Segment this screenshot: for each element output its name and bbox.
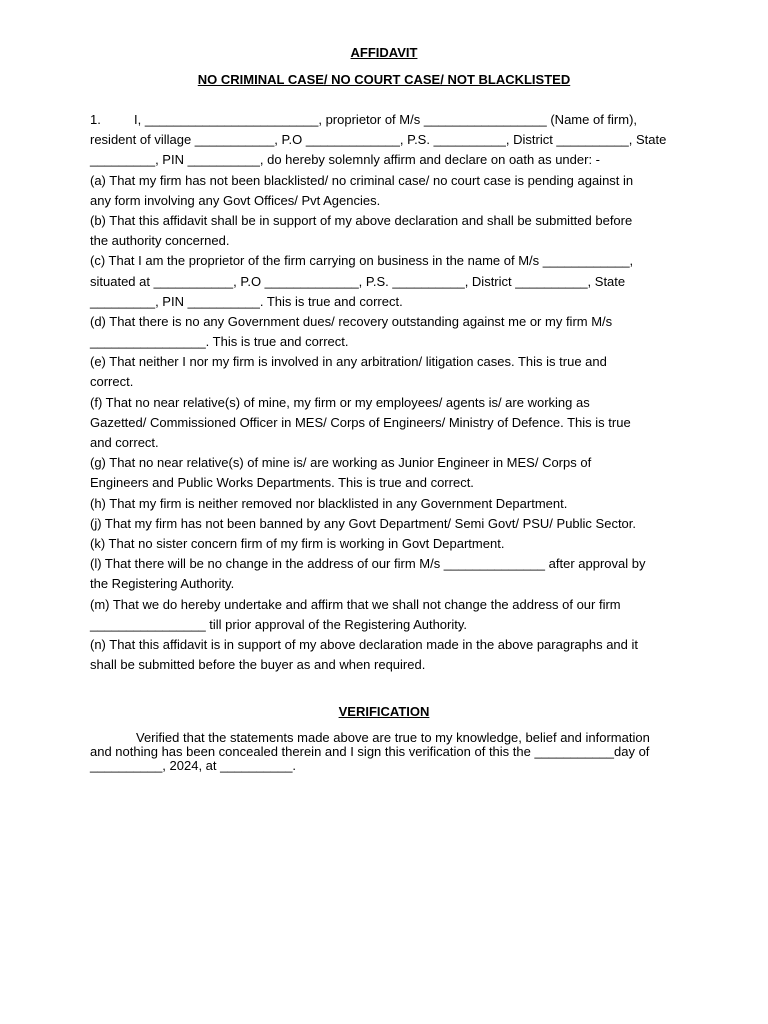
body-line: (b) That this affidavit shall be in support of my above declaration and shall be submitted before bbox=[90, 212, 633, 228]
body-line: (h) That my firm is neither removed nor blacklisted in any Government Department. bbox=[90, 495, 568, 511]
body-line: (k) That no sister concern firm of my firm is working in Govt Department. bbox=[90, 535, 505, 551]
body-line: (g) That no near relative(s) of mine is/ are working as Junior Engineer in MES/ Corps of bbox=[90, 455, 592, 471]
verification-line-text: Verified that the statements made above are true to my knowledge, belief and information bbox=[136, 730, 650, 745]
body-line: Gazetted/ Commissioned Officer in MES/ Corps of Engineers/ Ministry of Defence. This is true bbox=[90, 414, 631, 430]
body-line bbox=[90, 110, 710, 130]
body-line: shall be submitted before the buyer as and when required. bbox=[90, 657, 426, 673]
body-line: (d) That there is no any Government dues/ recovery outstanding against me or my firm M/s bbox=[90, 313, 613, 329]
body-line: (j) That my firm has not been banned by any Govt Department/ Semi Govt/ PSU/ Public Sector. bbox=[90, 515, 637, 531]
body-line: _________, PIN __________. This is true and correct. bbox=[90, 293, 403, 309]
body-line: ________________. This is true and correct. bbox=[90, 334, 349, 350]
body-line: (a) That my firm has not been blacklisted/ no criminal case/ no court case is pending against in bbox=[90, 172, 634, 188]
body-line: _________, PIN __________, do hereby solemnly affirm and declare on oath as under: - bbox=[90, 152, 600, 168]
body-line: Engineers and Public Works Departments. This is true and correct. bbox=[90, 475, 474, 491]
verification-line bbox=[90, 731, 710, 745]
body-line: (n) That this affidavit is in support of my above declaration made in the above paragraphs and it bbox=[90, 636, 639, 652]
body-line: (e) That neither I nor my firm is involved in any arbitration/ litigation cases. This is true and bbox=[90, 354, 607, 370]
verification-line: and nothing has been concealed therein and I sign this verification of this the ___________day of bbox=[90, 744, 650, 759]
body-line: resident of village ___________, P.O _____________, P.S. __________, District __________, State bbox=[90, 132, 667, 148]
intro-line-text: I, ________________________, proprietor of M/s _________________ (Name of firm), bbox=[134, 112, 638, 127]
body-line: (c) That I am the proprietor of the firm carrying on business in the name of M/s ____________, bbox=[90, 253, 634, 269]
affidavit-body bbox=[90, 110, 710, 675]
verification-line: __________, 2024, at __________. bbox=[90, 758, 297, 773]
intro-number: 1. bbox=[90, 112, 101, 127]
document-subtitle: NO CRIMINAL CASE/ NO COURT CASE/ NOT BLACKLISTED bbox=[197, 72, 571, 87]
verification-title: VERIFICATION bbox=[338, 704, 430, 719]
document-title: AFFIDAVIT bbox=[350, 45, 418, 60]
body-line: the Registering Authority. bbox=[90, 576, 235, 592]
body-line: correct. bbox=[90, 374, 134, 390]
body-line: (f) That no near relative(s) of mine, my firm or my employees/ agents is/ are working as bbox=[90, 394, 590, 410]
verification-body bbox=[90, 731, 710, 773]
body-line: and correct. bbox=[90, 435, 159, 450]
body-line: the authority concerned. bbox=[90, 233, 230, 249]
body-line: situated at ___________, P.O _____________, P.S. __________, District __________, State bbox=[90, 273, 626, 289]
body-line: (m) That we do hereby undertake and affirm that we shall not change the address of our firm bbox=[90, 596, 621, 612]
body-line: any form involving any Govt Offices/ Pvt Agencies. bbox=[90, 192, 381, 208]
body-line: ________________ till prior approval of the Registering Authority. bbox=[90, 616, 468, 632]
body-line: (l) That there will be no change in the address of our firm M/s ______________ after approval by bbox=[90, 556, 646, 572]
